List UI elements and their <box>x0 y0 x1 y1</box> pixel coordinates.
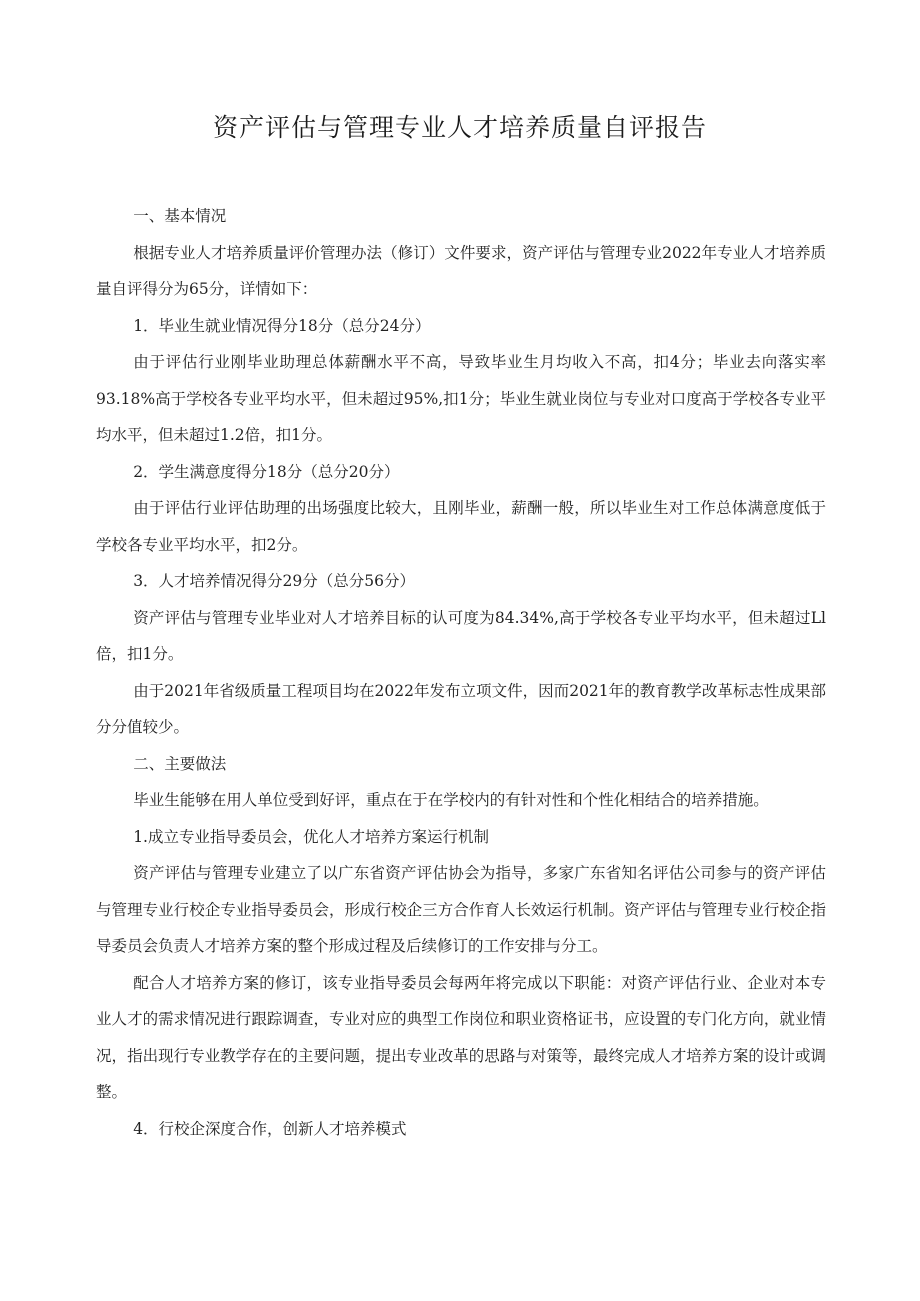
paragraph-training: 资产评估与管理专业毕业对人才培养目标的认可度为84.34%,高于学校各专业平均水平，但未超过Ll倍，扣1分。 <box>96 608 826 663</box>
paragraph-employment: 由于评估行业刚毕业助理总体薪酬水平不高，导致毕业生月均收入不高，扣4分；毕业去向落实率93.18%高于学校各专业平均水平，但未超过95%,扣1分；毕业生就业岗位与专业对口度高于学校各专业平均水平，但未超过1.2倍，扣1分。 <box>96 353 826 444</box>
document-body <box>96 198 826 1147</box>
paragraph-reform: 由于2021年省级质量工程项目均在2022年发布立项文件，因而2021年的教育教学改革标志性成果部分分值较少。 <box>96 681 826 736</box>
paragraph-intro: 根据专业人才培养质量评价管理办法（修订）文件要求，资产评估与管理专业2022年专业人才培养质量自评得分为65分，详情如下： <box>96 243 826 298</box>
item-heading-training: 3．人才培养情况得分29分（总分56分） <box>133 572 415 590</box>
paragraph-committee-duties: 配合人才培养方案的修订，该专业指导委员会每两年将完成以下职能：对资产评估行业、企业对本专业人才的需求情况进行跟踪调查，专业对应的典型工作岗位和职业资格证书，应设置的专门化方向，就业情况，指出现行专业教学存在的主要问题，提出专业改革的思路与对策等，最终完成人才培养方案的设计或调整。 <box>96 973 826 1101</box>
item-heading-satisfaction: 2．学生满意度得分18分（总分20分） <box>133 462 400 481</box>
section-heading-basic: 一、基本情况 <box>133 207 227 225</box>
item-heading-employment: 1．毕业生就业情况得分18分（总分24分） <box>133 316 431 335</box>
section-heading-practices: 二、主要做法 <box>133 754 227 773</box>
item-heading-cooperation: 4．行校企深度合作，创新人才培养模式 <box>133 1119 407 1138</box>
paragraph-practices-intro: 毕业生能够在用人单位受到好评，重点在于在学校内的有针对性和个性化相结合的培养措施。 <box>133 791 769 809</box>
item-heading-committee: 1.成立专业指导委员会，优化人才培养方案运行机制 <box>133 827 489 846</box>
document-title: 资产评估与管理专业人才培养质量自评报告 <box>212 113 707 142</box>
paragraph-committee: 资产评估与管理专业建立了以广东省资产评估协会为指导，多家广东省知名评估公司参与的资产评估与管理专业行校企专业指导委员会，形成行校企三方合作育人长效运行机制。资产评估与管理专业行校企指导委员会负责人才培养方案的整个形成过程及后续修订的工作安排与分工。 <box>96 864 826 955</box>
paragraph-satisfaction: 由于评估行业评估助理的出场强度比较大，且刚毕业，薪酬一般，所以毕业生对工作总体满意度低于学校各专业平均水平，扣2分。 <box>96 499 826 554</box>
